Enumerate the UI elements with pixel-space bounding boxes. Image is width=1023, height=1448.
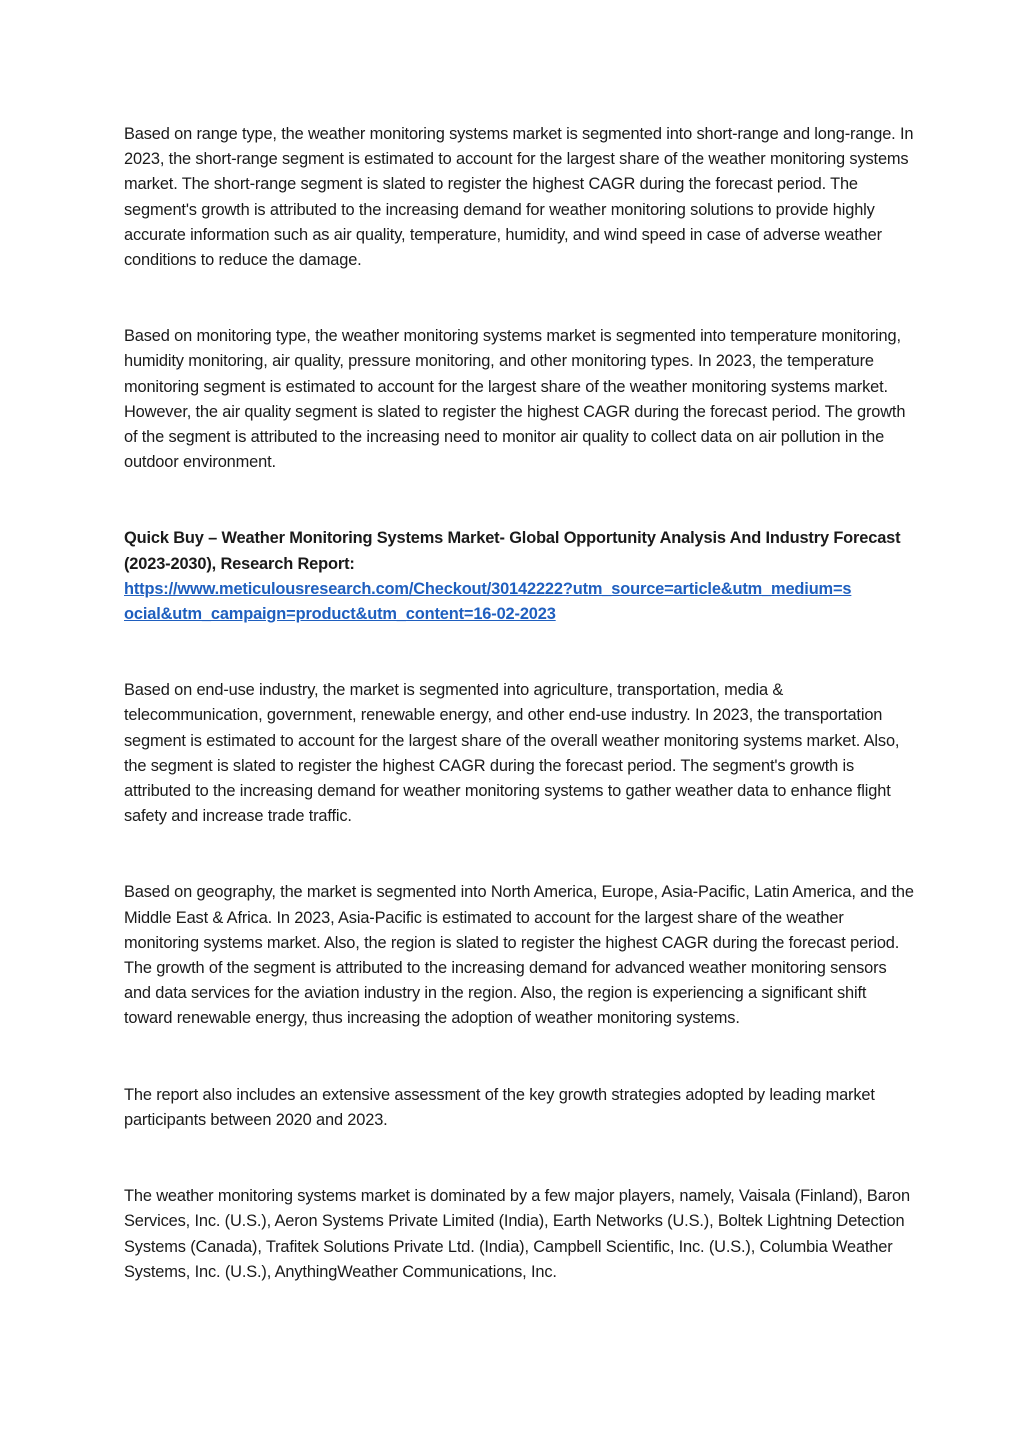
quick-buy-heading: Quick Buy – Weather Monitoring Systems Market- Global Opportunity Analysis And Industry Forecast (2023-2030), Research Report:	[124, 529, 901, 573]
paragraph-monitoring-type: Based on monitoring type, the weather monitoring systems market is segmented into temperature monitoring, humidity monitoring, air quality, pressure monitoring, and other monitoring types. In 2023, the temperature monitoring segment is estimated to account for the largest share of the weather monitoring systems market. However, the air quality segment is slated to register the highest CAGR during the forecast period. The growth of the segment is attributed to the increasing need to monitor air quality to collect data on air pollution in the outdoor environment.	[124, 327, 906, 472]
quick-buy-link-line2[interactable]: ocial&utm_campaign=product&utm_content=16-02-2023	[124, 605, 556, 624]
quick-buy-block	[124, 526, 914, 627]
paragraph-spacer	[124, 829, 914, 880]
paragraph-spacer	[124, 273, 914, 324]
paragraph-strategies: The report also includes an extensive assessment of the key growth strategies adopted by leading market participants between 2020 and 2023.	[124, 1085, 875, 1129]
paragraph-end-use: Based on end-use industry, the market is segmented into agriculture, transportation, media & telecommunication, government, renewable energy, and other end-use industry. In 2023, the transportation segment is estimated to account for the largest share of the overall weather monitoring systems market. Also, the segment is slated to register the highest CAGR during the forecast period. The segment's growth is attributed to the increasing demand for weather monitoring systems to gather weather data to enhance flight safety and increase trade traffic.	[124, 681, 900, 826]
paragraph-range-type: Based on range type, the weather monitoring systems market is segmented into short-range and long-range. In 2023, the short-range segment is estimated to account for the largest share of the weather monitoring systems market. The short-range segment is slated to register the highest CAGR during the forecast period. The segment's growth is attributed to the increasing demand for weather monitoring solutions to provide highly accurate information such as air quality, temperature, humidity, and wind speed in case of adverse weather conditions to reduce the damage.	[124, 125, 914, 270]
paragraph-spacer	[124, 1133, 914, 1184]
quick-buy-link[interactable]	[124, 580, 851, 623]
quick-buy-link-wrapper	[124, 577, 914, 627]
paragraph-geography: Based on geography, the market is segmented into North America, Europe, Asia-Pacific, Latin America, and the Middle East & Africa. In 2023, Asia-Pacific is estimated to account for the largest share of the weather monitoring systems market. Also, the region is slated to register the highest CAGR during the forecast period. The growth of the segment is attributed to the increasing demand for advanced weather monitoring sensors and data services for the aviation industry in the region. Also, the region is experiencing a significant shift toward renewable energy, thus increasing the adoption of weather monitoring systems.	[124, 883, 914, 1028]
paragraph-spacer	[124, 627, 914, 678]
paragraph-players: The weather monitoring systems market is dominated by a few major players, namely, Vaisala (Finland), Baron Services, Inc. (U.S.), Aeron Systems Private Limited (India), Earth Networks (U.S.), Boltek Lightning Detection Systems (Canada), Trafitek Solutions Private Ltd. (India), Campbell Scientific, Inc. (U.S.), Columbia Weather Systems, Inc. (U.S.), AnythingWeather Communications, Inc.	[124, 1187, 910, 1281]
paragraph-spacer	[124, 475, 914, 526]
paragraph-spacer	[124, 1032, 914, 1083]
document-page	[124, 122, 914, 1285]
quick-buy-link-line1[interactable]: https://www.meticulousresearch.com/Checkout/30142222?utm_source=article&utm_medium=s	[124, 579, 852, 598]
